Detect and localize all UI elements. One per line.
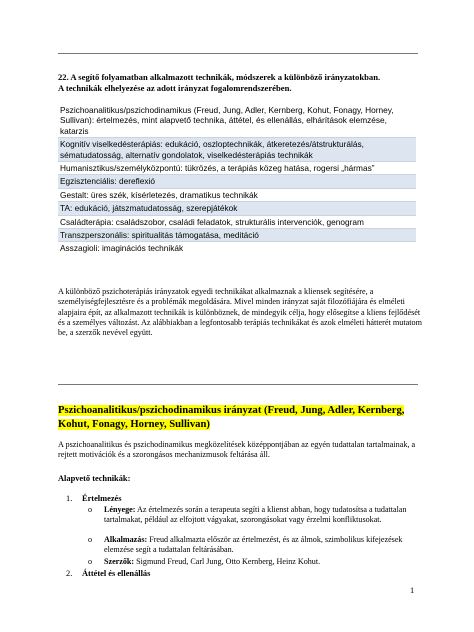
top-rule <box>58 53 418 54</box>
intro-paragraph: A különböző pszichoterápiás irányzatok egyedi technikákat alkalmaznak a kliensek segítésére, a személyiségfejlesztésre és a problémák megoldására. Mivel minden irányzat saját filozófiájára és elméleti alapjaira épít, az alkalmazott technikák is különböznek, de mindegyik célja, hogy elősegítse a kliens fejlődését és a személyes változást. Az alábbiakban a legfontosabb terápiás technikákat és azok elméleti hátterét mutatom be, a szerzők nevével együtt. <box>58 287 422 338</box>
table-row: Gestalt: üres szék, kísérletezés, dramatikus technikák <box>58 188 416 201</box>
sub-list-item <box>88 535 414 556</box>
table-row: Családterápia: családszobor, családi feladatok, strukturális intervenciók, genogram <box>58 215 416 228</box>
section-heading <box>58 404 422 432</box>
question-line-2: A technikák elhelyezése az adott irányzat fogalomrendszerében. <box>58 82 292 93</box>
list-item <box>66 494 416 503</box>
list-title: Áttétel és ellenállás <box>82 569 151 578</box>
list-number: 2. <box>66 569 73 578</box>
sub-list-item <box>88 505 414 526</box>
sub-text: Freud alkalmazta először az értelmezést, és az álmok, szimbolikus kifejezések elemzése segít a tudattalan feltárásában. <box>104 535 403 555</box>
list-item <box>66 569 416 578</box>
table-row: Kognitív viselkedésterápiás: edukáció, oszloptechnikák, átkeretezés/átstrukturálás, sématudatosság, alternatív gondolatok, viselkedésterápiás technikák <box>58 137 416 161</box>
sub-text: Az értelmezés során a terapeuta segíti a klienst abban, hogy tudatosítsa a tudattalan tartalmakat, például az elfojtott vágyakat, szorongásokat vagy érzelmi konfliktusokat. <box>104 505 407 525</box>
question-heading <box>58 72 428 94</box>
list-number: 1. <box>66 494 73 503</box>
sub-list-item <box>88 557 414 567</box>
table-row: Asszagioli: imaginációs technikák <box>58 241 416 254</box>
sub-label: Alkalmazás: <box>104 535 148 544</box>
page-number: 1 <box>410 586 415 595</box>
table-row: TA: edukáció, játszmatudatosság, szerepjátékok <box>58 201 416 214</box>
bullet-icon: o <box>88 505 93 514</box>
table-row: Pszichoanalitikus/pszichodinamikus (Freud, Jung, Adler, Kernberg, Kohut, Fonagy, Horney, Sullivan): értelmezés, mint alapvető technika, áttétel, és ellenállás, elhárítások elemzése, katarzis <box>58 104 416 137</box>
question-line-1: 22. A segítő folyamatban alkalmazott technikák, módszerek a különböző irányzatokban. <box>58 72 381 82</box>
sub-label: Lényege: <box>104 505 136 514</box>
section-paragraph: A pszichoanalitikus és pszichodinamikus megközelítések középpontjában az egyén tudattalan tartalmainak, a rejtett motivációk és a szorongásos mechanizmusok feltárása áll. <box>58 440 416 460</box>
section-heading-text: Pszichoanalitikus/pszichodinamikus irányzat (Freud, Jung, Adler, Kernberg, Kohut, Fonagy, Horney, Sullivan) <box>58 405 405 430</box>
table-row: Transzperszonális: spiritualitás támogatása, meditáció <box>58 228 416 241</box>
sub-text: Sigmund Freud, Carl Jung, Otto Kernberg, Heinz Kohut. <box>134 557 321 566</box>
section-rule <box>58 384 418 385</box>
list-title: Értelmezés <box>82 494 122 503</box>
bullet-icon: o <box>88 535 93 544</box>
bullet-icon: o <box>88 557 93 566</box>
basics-heading: Alapvető technikák: <box>58 474 131 483</box>
table-row: Humanisztikus/személyközpontú: tükrözés, a terápiás közeg hatása, rogersi „hármas” <box>58 161 416 174</box>
table-row: Egzisztenciális: dereflexió <box>58 174 416 187</box>
sub-label: Szerzők: <box>104 557 135 566</box>
techniques-table <box>58 104 416 255</box>
